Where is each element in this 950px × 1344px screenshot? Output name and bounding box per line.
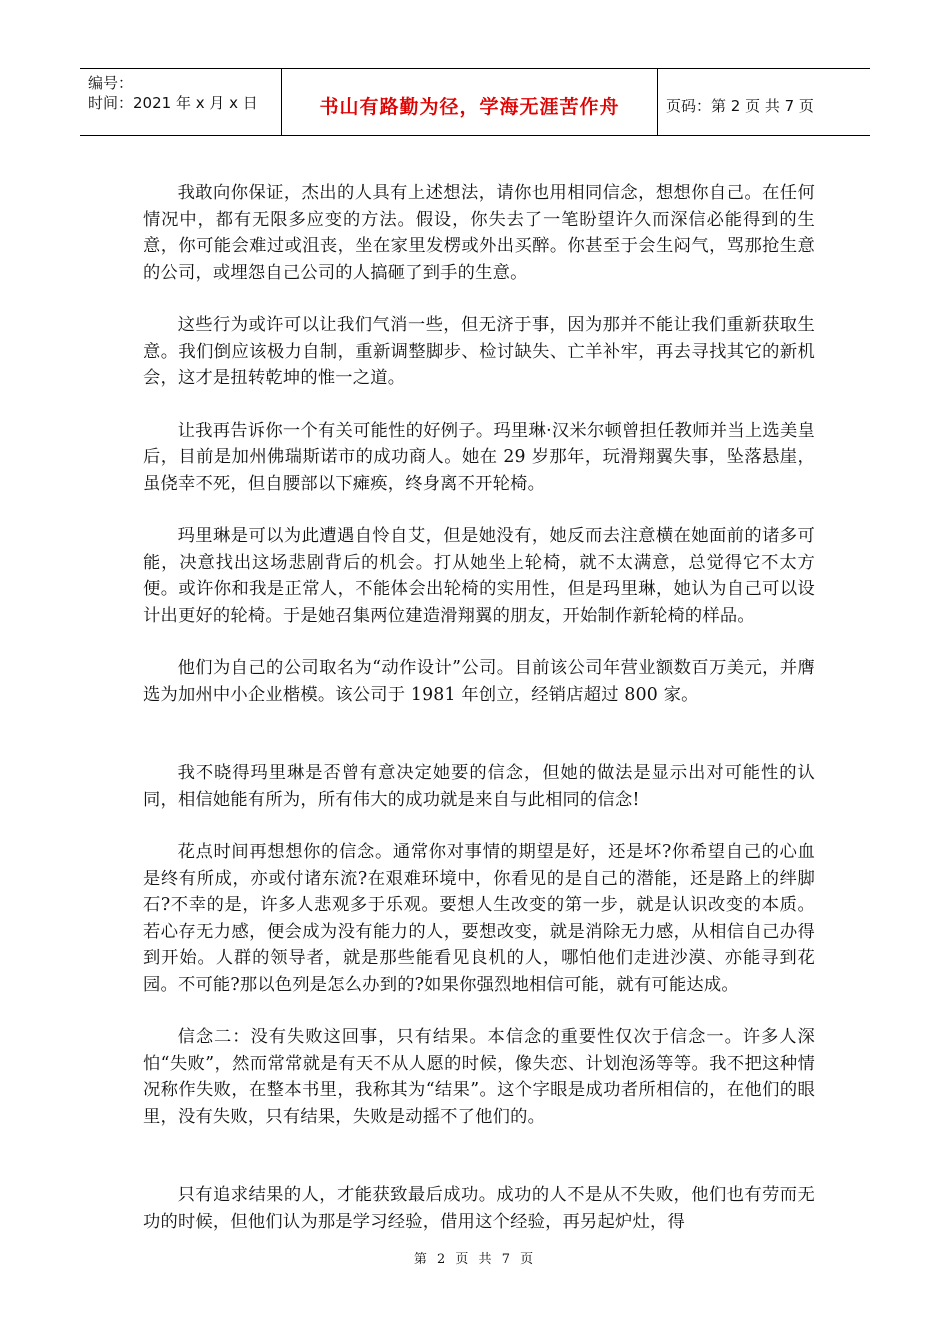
paragraph: 他们为自己的公司取名为“动作设计”公司。目前该公司年营业额数百万美元，并膺选为加州中小企业楷模。该公司于 1981 年创立，经销店超过 800 家。 [143,658,815,705]
header-page-number: 页码：第 2 页 共 7 页 [666,96,814,115]
header-meta [80,69,282,135]
document-body [143,180,815,1261]
paragraph: 让我再告诉你一个有关可能性的好例子。玛里琳·汉米尔顿曾担任教师并当上选美皇后，目前是加州佛瑞斯诺市的成功商人。她在 29 岁那年，玩滑翔翼失事，坠落悬崖，虽侥幸不死，但自腰部以下瘫痪，终身离不开轮椅。 [143,420,815,494]
page-header [80,68,870,136]
paragraph: 这些行为或许可以让我们气消一些，但无济于事，因为那并不能让我们重新获取生意。我们倒应该极力自制，重新调整脚步、检讨缺失、亡羊补牢，再去寻找其它的新机会，这才是扭转乾坤的惟一之道。 [143,315,815,388]
paragraph: 信念二：没有失败这回事，只有结果。本信念的重要性仅次于信念一。许多人深怕“失败”，然而常常就是有天不从人愿的时候，像失恋、计划泡汤等等。我不把这种情况称作失败，在整本书里，我称其为“结果”。这个字眼是成功者所相信的，在他们的眼里，没有失败，只有结果，失败是动摇不了他们的。 [143,1027,815,1127]
paragraph: 玛里琳是可以为此遭遇自怜自艾，但是她没有，她反而去注意横在她面前的诸多可能，决意找出这场悲剧背后的机会。打从她坐上轮椅，就不太满意，总觉得它不太方便。或许你和我是正常人，不能体会出轮椅的实用性，但是玛里琳，她认为自己可以设计出更好的轮椅。于是她召集两位建造滑翔翼的朋友，开始制作新轮椅的样品。 [143,526,815,626]
header-motto: 书山有路勤为径，学海无涯苦作舟 [282,69,658,135]
serial-number-label: 编号： [88,74,134,92]
page-footer: 第 2 页 共 7 页 [413,1252,537,1267]
paragraph: 只有追求结果的人，才能获致最后成功。成功的人不是从不失败，他们也有劳而无功的时候，但他们认为那是学习经验，借用这个经验，再另起炉灶，得 [143,1185,815,1232]
paragraph: 花点时间再想想你的信念。通常你对事情的期望是好，还是坏?你希望自己的心血是终有所成，亦或付诸东流?在艰难环境中，你看见的是自己的潜能，还是路上的绊脚石?不幸的是，许多人悲观多于乐观。要想人生改变的第一步，就是认识改变的本质。若心存无力感，便会成为没有能力的人，要想改变，就是消除无力感，从相信自己办得到开始。人群的领导者，就是那些能看见良机的人，哪怕他们走进沙漠、亦能寻到花园。不可能?那以色列是怎么办到的?如果你强烈地相信可能，就有可能达成。 [143,842,815,995]
date-label: 时间：2021 年 x 月 x 日 [88,94,258,112]
paragraph: 我敢向你保证，杰出的人具有上述想法，请你也用相同信念，想想你自己。在任何情况中，都有无限多应变的方法。假设，你失去了一笔盼望许久而深信必能得到的生意，你可能会难过或沮丧，坐在家里发楞或外出买醉。你甚至于会生闷气，骂那抢生意的公司，或埋怨自己公司的人搞砸了到手的生意。 [143,183,815,283]
paragraph: 我不晓得玛里琳是否曾有意决定她要的信念，但她的做法是显示出对可能性的认同，相信她能有所为，所有伟大的成功就是来自与此相同的信念! [143,763,815,810]
